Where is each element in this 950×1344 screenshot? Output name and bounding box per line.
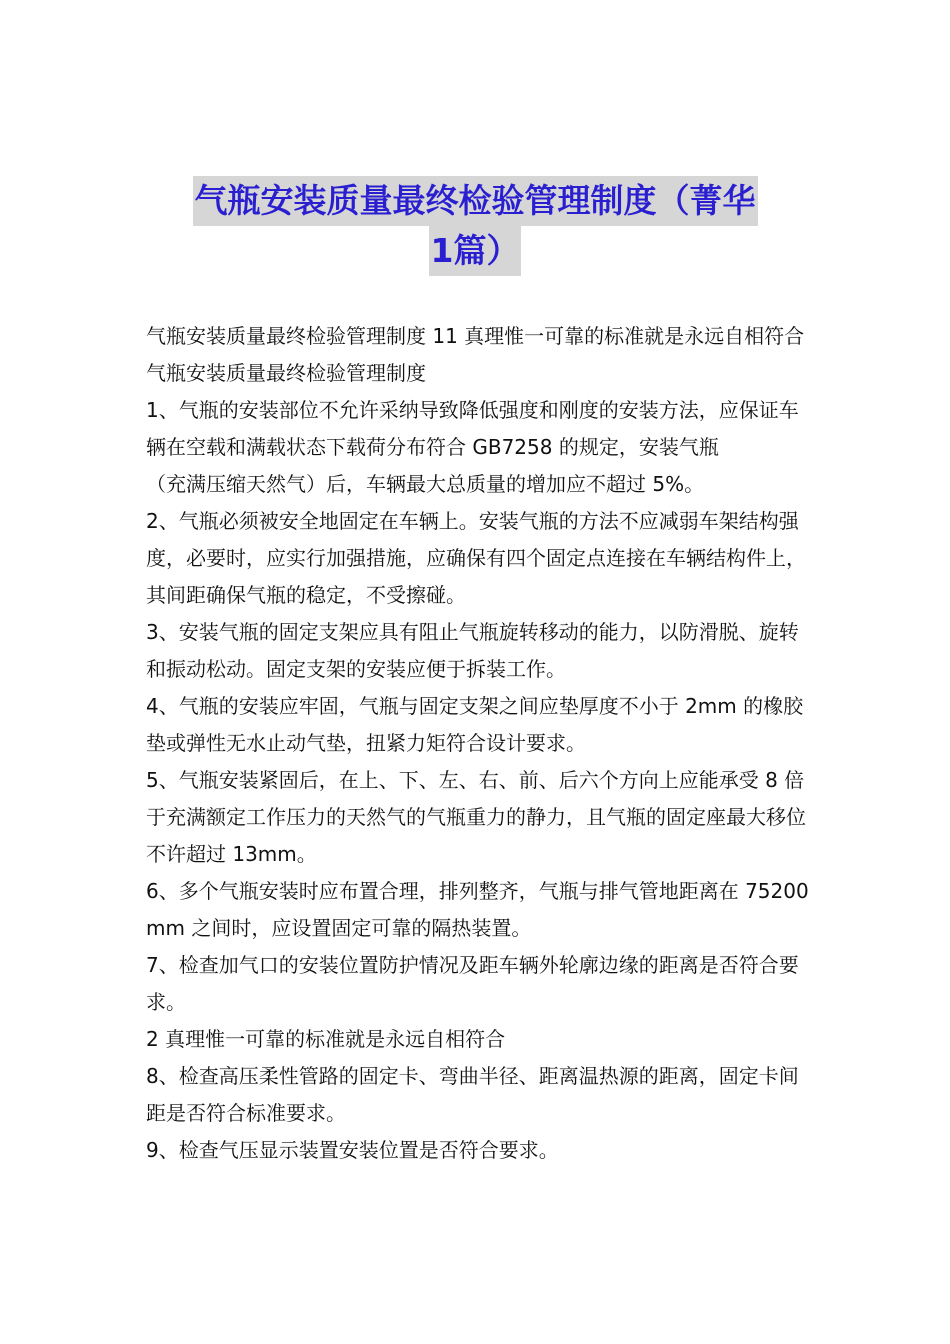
paragraph-section-2: 2 真理惟一可靠的标准就是永远自相符合	[146, 1027, 506, 1051]
paragraph-item-1: 1、气瓶的安装部位不允许采纳导致降低强度和刚度的安装方法，应保证车辆在空载和满载状态下载荷分布符合 GB7258 的规定，安装气瓶	[146, 398, 799, 459]
paragraph-item-2: 2、气瓶必须被安全地固定在车辆上。安装气瓶的方法不应减弱车架结构强度，必要时，应实行加强措施，应确保有四个固定点连接在车辆结构件上，其间距确保气瓶的稳定，不受擦碰。	[146, 509, 806, 607]
paragraph-item-9: 9、检查气压显示装置安装位置是否符合要求。	[146, 1138, 559, 1162]
document-title	[140, 176, 810, 276]
document-body	[146, 318, 818, 1169]
title-line-1: 气瓶安装质量最终检验管理制度（菁华	[193, 176, 758, 226]
paragraph-item-8: 8、检查高压柔性管路的固定卡、弯曲半径、距离温热源的距离，固定卡间距是否符合标准要求。	[146, 1064, 799, 1125]
paragraph-item-1-cont: （充满压缩天然气）后，车辆最大总质量的增加应不超过 5%。	[146, 472, 705, 496]
title-line-2: 1篇）	[429, 226, 522, 276]
paragraph-item-3: 3、安装气瓶的固定支架应具有阻止气瓶旋转移动的能力，以防滑脱、旋转和振动松动。固定支架的安装应便于拆装工作。	[146, 620, 799, 681]
paragraph-item-7: 7、检查加气口的安装位置防护情况及距车辆外轮廓边缘的距离是否符合要求。	[146, 953, 799, 1014]
paragraph-item-6: 6、多个气瓶安装时应布置合理，排列整齐，气瓶与排气管地距离在 75200mm 之间时，应设置固定可靠的隔热装置。	[146, 879, 809, 940]
paragraph-item-5: 5、气瓶安装紧固后，在上、下、左、右、前、后六个方向上应能承受 8 倍于充满额定工作压力的天然气的气瓶重力的静力，且气瓶的固定座最大移位不许超过 13mm。	[146, 768, 806, 866]
paragraph-intro: 气瓶安装质量最终检验管理制度 11 真理惟一可靠的标准就是永远自相符合气瓶安装质量最终检验管理制度	[146, 324, 805, 385]
paragraph-item-4: 4、气瓶的安装应牢固，气瓶与固定支架之间应垫厚度不小于 2mm 的橡胶垫或弹性无水止动气垫，扭紧力矩符合设计要求。	[146, 694, 804, 755]
